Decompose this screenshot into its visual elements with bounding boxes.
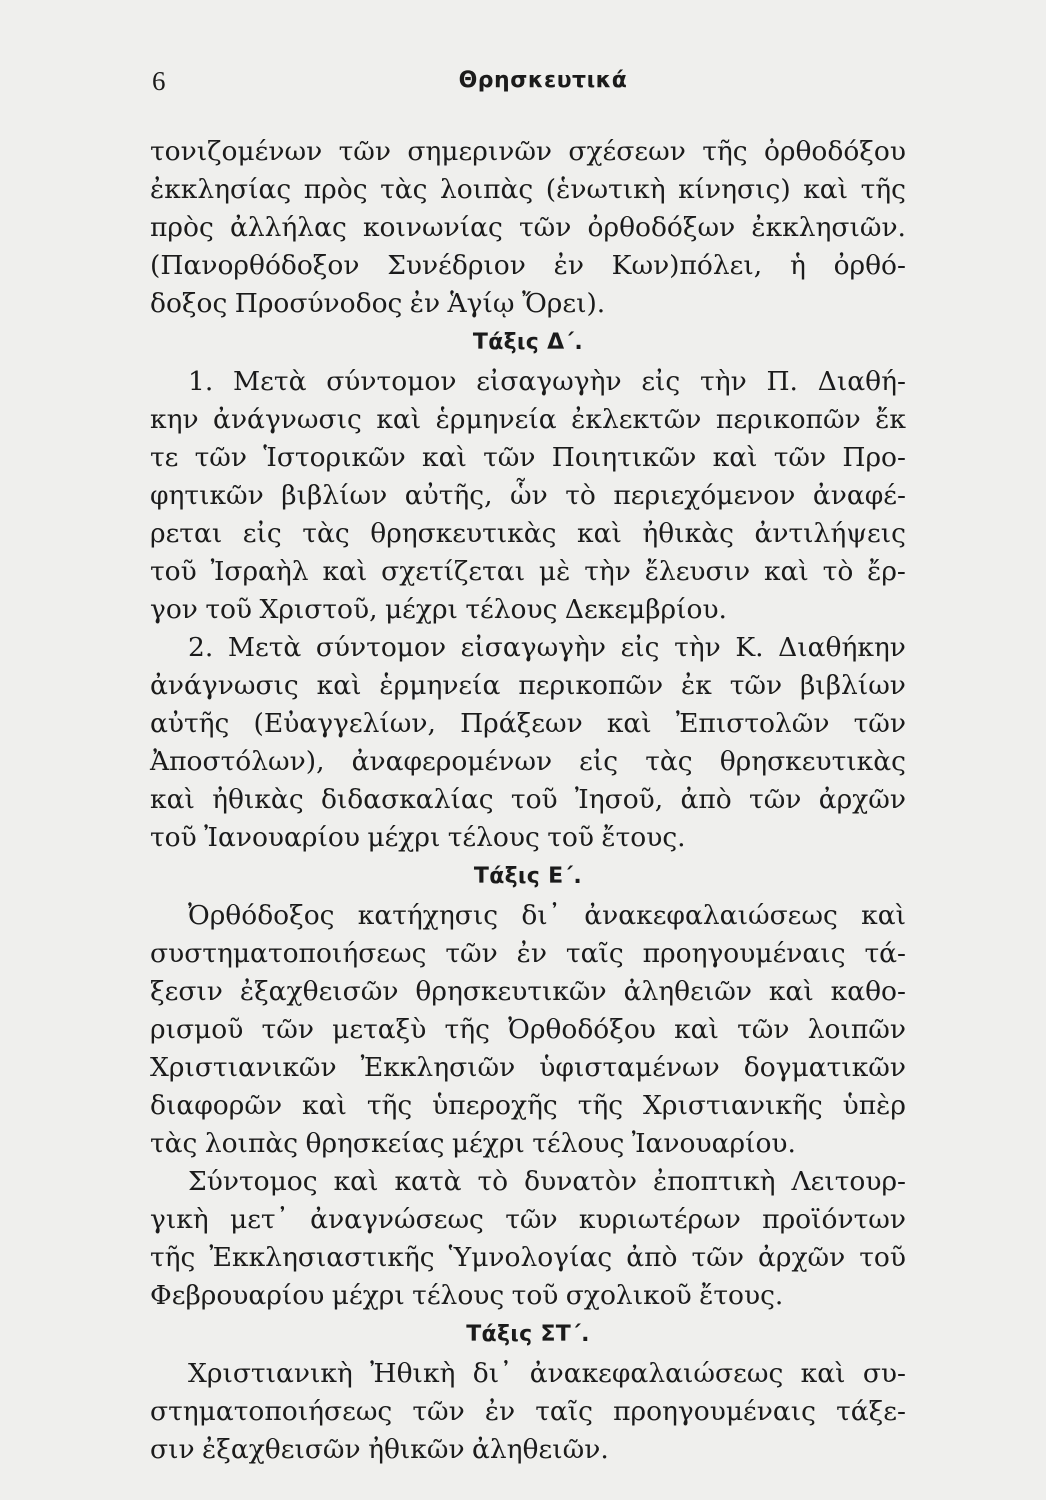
section-heading: Τάξις ΣΤ΄. <box>466 1322 590 1347</box>
text-line: ρεται εἰς τὰς θρησκευτικὰς καὶ ἠθικὰς ἀντιλήψεις <box>150 518 906 549</box>
text-line: δοξος Προσύνοδος ἐν Ἁγίῳ Ὄρει). <box>150 288 606 319</box>
text-line: τὰς λοιπὰς θρησκείας μέχρι τέλους Ἰανουαρίου. <box>150 1128 796 1159</box>
page-number: 6 <box>152 66 166 96</box>
text-line: Ὀρθόδοξος κατήχησις δι᾽ ἀνακεφαλαιώσεως καὶ <box>188 900 906 931</box>
text-line: διαφορῶν καὶ τῆς ὑπεροχῆς τῆς Χριστιανικῆς ὑπὲρ <box>150 1090 906 1121</box>
text-line: τονιζομένων τῶν σημερινῶν σχέσεων τῆς ὀρθοδόξου <box>150 136 906 167</box>
text-line: γικὴ μετ᾽ ἀναγνώσεως τῶν κυριωτέρων προϊόντων <box>150 1204 906 1235</box>
text-line: ρισμοῦ τῶν μεταξὺ τῆς Ὀρθοδόξου καὶ τῶν λοιπῶν <box>150 1014 906 1045</box>
text-line: καὶ ἠθικὰς διδασκαλίας τοῦ Ἰησοῦ, ἀπὸ τῶν ἀρχῶν <box>150 784 906 815</box>
running-title: Θρησκευτικά <box>458 68 628 93</box>
text-line: ἐκκλησίας πρὸς τὰς λοιπὰς (ἑνωτικὴ κίνησις) καὶ τῆς <box>150 174 906 205</box>
text-line: αὐτῆς (Εὐαγγελίων, Πράξεων καὶ Ἐπιστολῶν τῶν <box>150 708 906 739</box>
text-line: πρὸς ἀλλήλας κοινωνίας τῶν ὀρθοδόξων ἐκκλησιῶν. <box>150 212 906 243</box>
text-line: Χριστιανικὴ Ἠθικὴ δι᾽ ἀνακεφαλαιώσεως καὶ συ- <box>188 1358 906 1389</box>
text-line: Σύντομος καὶ κατὰ τὸ δυνατὸν ἐποπτικὴ Λειτουρ- <box>188 1166 906 1197</box>
text-line: ξεσιν ἐξαχθεισῶν θρησκευτικῶν ἀληθειῶν καὶ καθο- <box>150 976 906 1007</box>
text-line: φητικῶν βιβλίων αὐτῆς, ὧν τὸ περιεχόμενον ἀναφέ- <box>150 480 906 511</box>
text-line: 2. Μετὰ σύντομον εἰσαγωγὴν εἰς τὴν Κ. Διαθήκην <box>188 632 906 663</box>
text-line: συστηματοποιήσεως τῶν ἐν ταῖς προηγουμέναις τά- <box>150 938 906 969</box>
page-body <box>150 133 906 1469</box>
section-heading: Τάξις Ε΄. <box>473 864 583 889</box>
text-line: στηματοποιήσεως τῶν ἐν ταῖς προηγουμέναις τάξε- <box>150 1396 906 1427</box>
text-line: τῆς Ἐκκλησιαστικῆς Ὑμνολογίας ἀπὸ τῶν ἀρχῶν τοῦ <box>150 1242 906 1273</box>
text-line: τοῦ Ἰσραὴλ καὶ σχετίζεται μὲ τὴν ἔλευσιν καὶ τὸ ἔρ- <box>150 556 906 587</box>
text-line: Φεβρουαρίου μέχρι τέλους τοῦ σχολικοῦ ἔτους. <box>150 1280 784 1311</box>
section-heading: Τάξις Δ΄. <box>472 330 584 355</box>
text-line: κην ἀνάγνωσις καὶ ἑρμηνεία ἐκλεκτῶν περικοπῶν ἔκ <box>150 404 906 435</box>
text-line: Ἀποστόλων), ἀναφερομένων εἰς τὰς θρησκευτικὰς <box>150 746 906 777</box>
text-line: Χριστιανικῶν Ἐκκλησιῶν ὑφισταμένων δογματικῶν <box>150 1052 906 1083</box>
text-line: τοῦ Ἰανουαρίου μέχρι τέλους τοῦ ἔτους. <box>150 822 686 853</box>
text-line: 1. Μετὰ σύντομον εἰσαγωγὴν εἰς τὴν Π. Διαθή- <box>188 366 906 397</box>
text-line: σιν ἐξαχθεισῶν ἠθικῶν ἀληθειῶν. <box>150 1434 609 1465</box>
text-line: (Πανορθόδοξον Συνέδριον ἐν Κων)πόλει, ἡ ὀρθό- <box>150 250 906 281</box>
text-line: γον τοῦ Χριστοῦ, μέχρι τέλους Δεκεμβρίου. <box>150 594 727 625</box>
text-line: τε τῶν Ἱστορικῶν καὶ τῶν Ποιητικῶν καὶ τῶν Προ- <box>150 442 906 473</box>
text-line: ἀνάγνωσις καὶ ἑρμηνεία περικοπῶν ἐκ τῶν βιβλίων <box>150 670 906 701</box>
